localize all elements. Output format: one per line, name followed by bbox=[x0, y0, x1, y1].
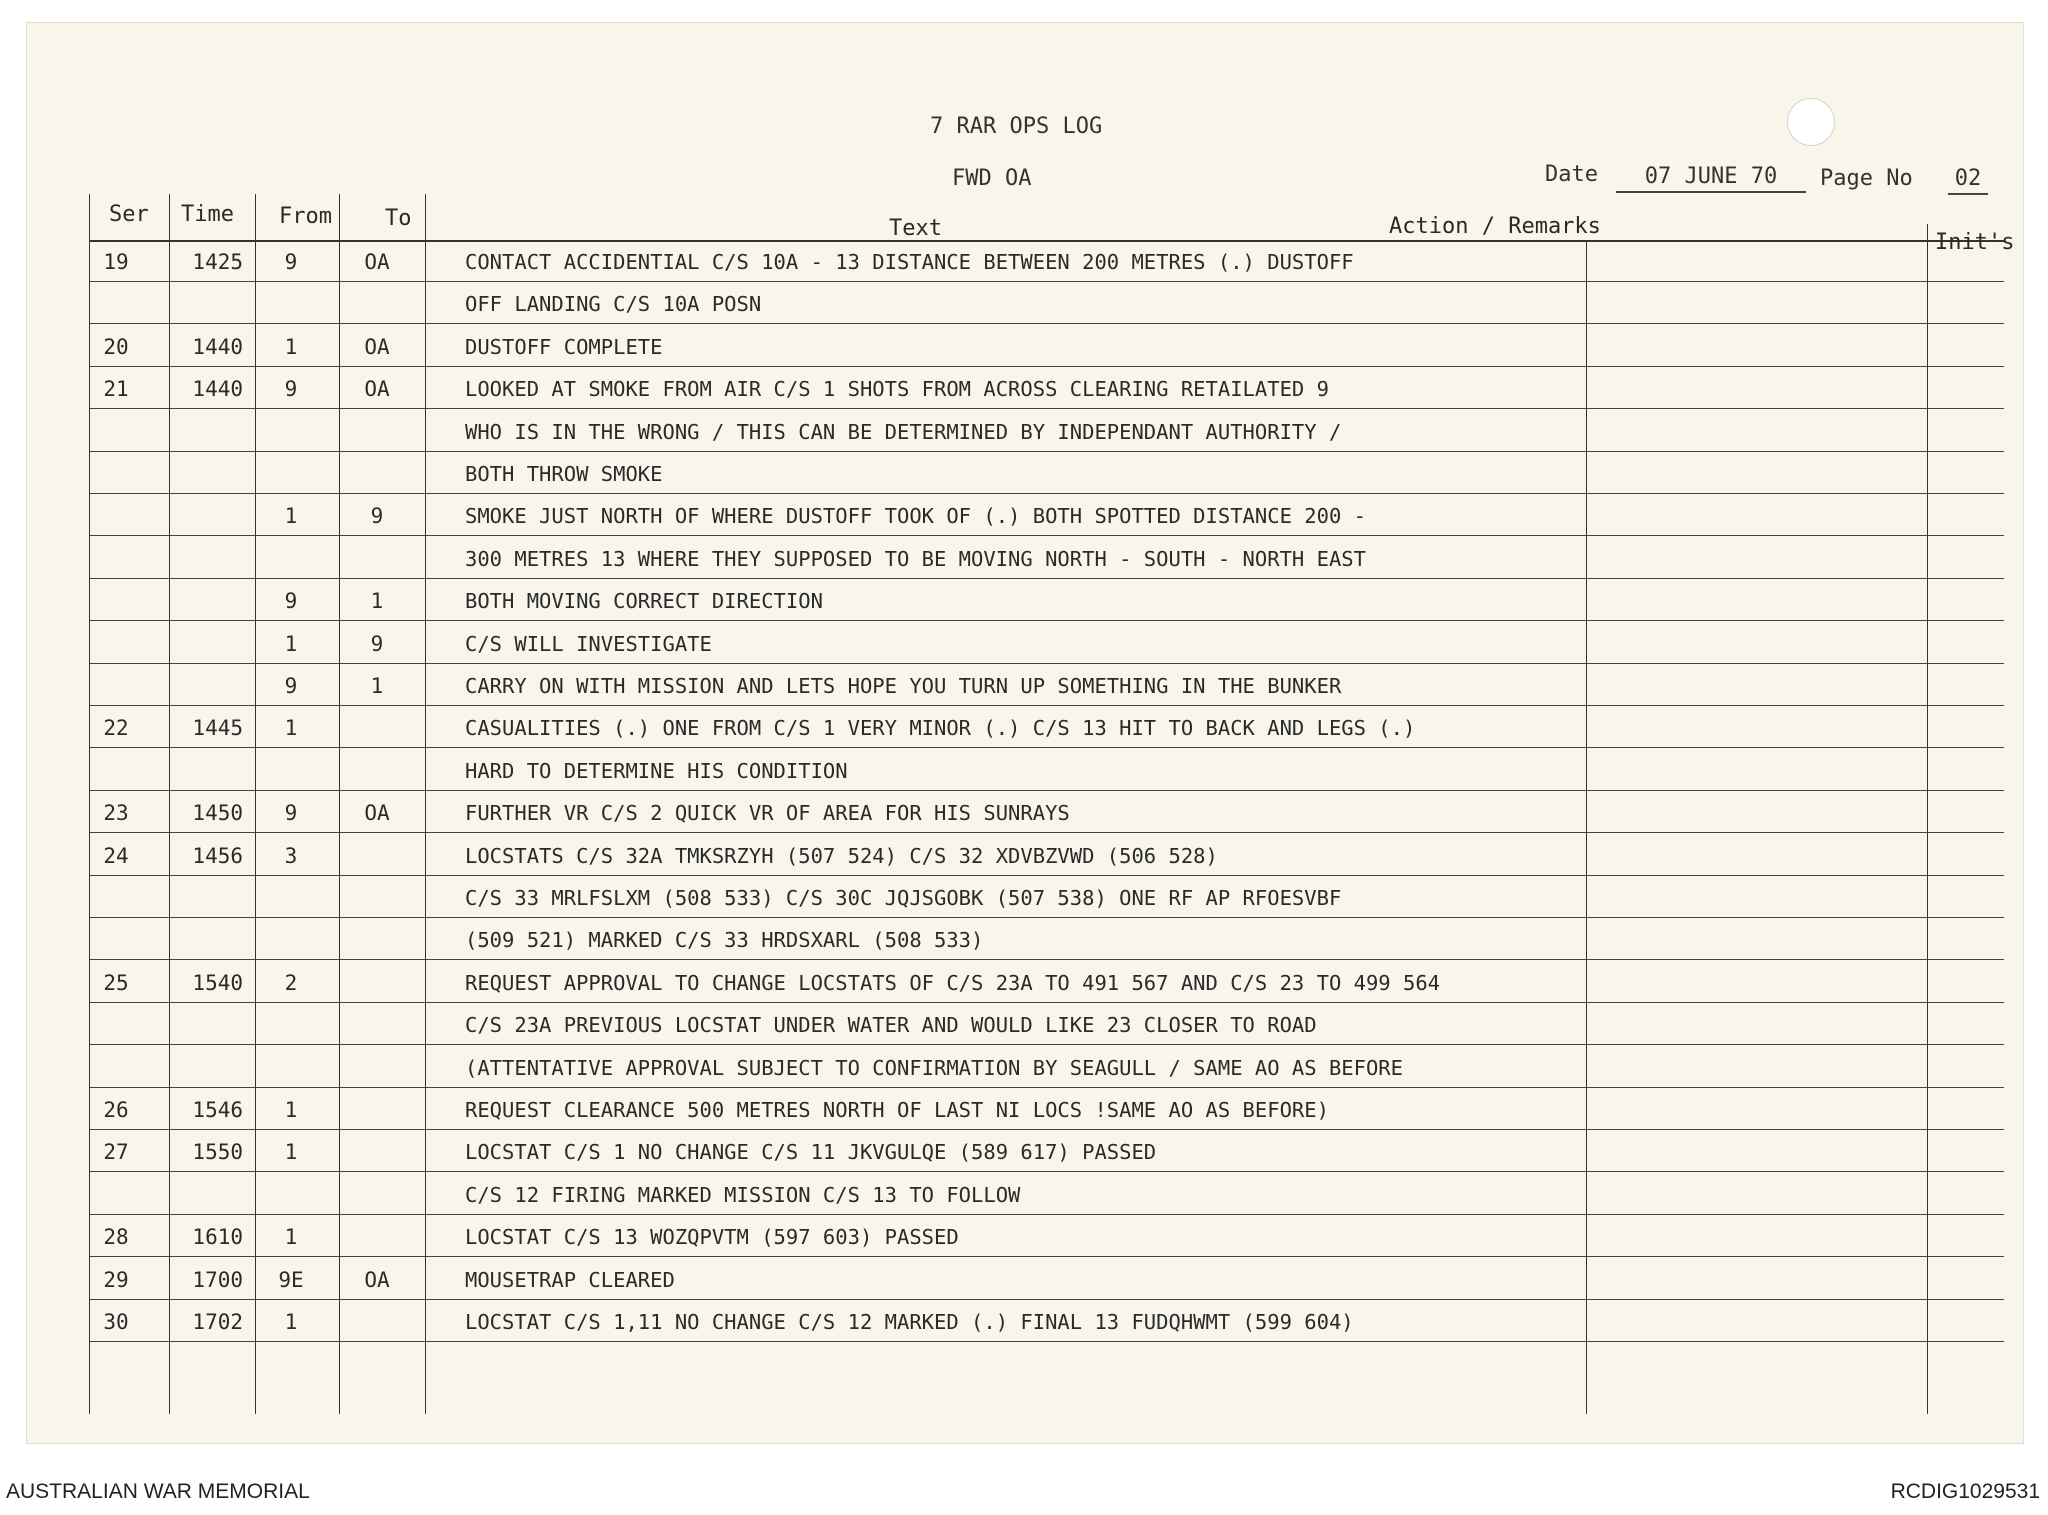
row-text: LOCSTATS C/S 32A TMKSRZYH (507 524) C/S 32 XDVBZVWD (506 528) bbox=[465, 843, 1218, 868]
row-from: 1 bbox=[284, 1225, 298, 1250]
row-time: 1700 bbox=[192, 1267, 243, 1292]
row-from: 1 bbox=[284, 1098, 298, 1122]
punch-hole bbox=[1787, 98, 1835, 146]
log-row bbox=[89, 1258, 2004, 1300]
row-from: 3 bbox=[284, 843, 298, 868]
row-from: 1 bbox=[284, 631, 298, 656]
row-to: OA bbox=[364, 334, 390, 359]
log-row bbox=[89, 410, 2004, 452]
row-text: LOCSTAT C/S 1,11 NO CHANGE C/S 12 MARKED (.) FINAL 13 FUDQHWMT (599 604) bbox=[465, 1310, 1354, 1334]
row-text: LOCSTAT C/S 1 NO CHANGE C/S 11 JKVGULQE (589 617) PASSED bbox=[465, 1140, 1157, 1165]
row-text: SMOKE JUST NORTH OF WHERE DUSTOFF TOOK OF (.) BOTH SPOTTED DISTANCE 200 - bbox=[465, 504, 1366, 529]
row-ser: 28 bbox=[103, 1225, 129, 1250]
row-to: OA bbox=[364, 801, 390, 826]
column-divider bbox=[339, 194, 340, 1414]
row-to: 9 bbox=[370, 504, 384, 529]
row-text: BOTH MOVING CORRECT DIRECTION bbox=[465, 589, 823, 614]
row-time: 1540 bbox=[192, 970, 243, 995]
row-text: C/S WILL INVESTIGATE bbox=[465, 631, 712, 656]
row-from: 2 bbox=[284, 970, 298, 995]
log-row bbox=[89, 452, 2004, 494]
row-time: 1610 bbox=[192, 1225, 243, 1250]
row-ser: 22 bbox=[103, 716, 129, 741]
row-from: 9 bbox=[284, 589, 298, 614]
log-row bbox=[89, 367, 2004, 409]
log-row bbox=[89, 749, 2004, 791]
row-text: C/S 23A PREVIOUS LOCSTAT UNDER WATER AND WOULD LIKE 23 CLOSER TO ROAD bbox=[465, 1013, 1317, 1038]
row-ser: 20 bbox=[103, 334, 129, 359]
log-row bbox=[89, 1130, 2004, 1172]
log-row bbox=[89, 834, 2004, 876]
row-time: 1450 bbox=[192, 801, 243, 826]
log-row bbox=[89, 1046, 2004, 1088]
log-row bbox=[89, 1003, 2004, 1045]
row-ser: 24 bbox=[103, 843, 129, 868]
row-text: DUSTOFF COMPLETE bbox=[465, 334, 663, 359]
log-title: 7 RAR OPS LOG bbox=[930, 114, 1103, 139]
log-row bbox=[89, 282, 2004, 324]
log-row bbox=[89, 706, 2004, 748]
row-time: 1440 bbox=[192, 334, 243, 359]
log-row bbox=[89, 1088, 2004, 1130]
row-text: (509 521) MARKED C/S 33 HRDSXARL (508 533) bbox=[465, 928, 984, 953]
row-text: CASUALITIES (.) ONE FROM C/S 1 VERY MINOR (.) C/S 13 HIT TO BACK AND LEGS (.) bbox=[465, 716, 1416, 741]
row-from: 1 bbox=[284, 504, 298, 529]
page-label: Page No bbox=[1820, 166, 1913, 191]
row-ser: 29 bbox=[103, 1267, 129, 1292]
date-label: Date bbox=[1545, 162, 1598, 187]
row-ser: 23 bbox=[103, 801, 129, 826]
col-from-header: From bbox=[279, 204, 332, 229]
log-row bbox=[89, 579, 2004, 621]
row-text: REQUEST CLEARANCE 500 METRES NORTH OF LAST NI LOCS !SAME AO AS BEFORE) bbox=[465, 1098, 1329, 1122]
log-row bbox=[89, 791, 2004, 833]
row-from: 9 bbox=[284, 377, 298, 402]
log-row bbox=[89, 537, 2004, 579]
row-ser: 27 bbox=[103, 1140, 129, 1165]
row-to: 1 bbox=[370, 674, 384, 698]
row-text: LOCSTAT C/S 13 WOZQPVTM (597 603) PASSED bbox=[465, 1225, 959, 1250]
row-ser: 26 bbox=[103, 1098, 129, 1122]
row-ser: 19 bbox=[103, 250, 129, 274]
row-time: 1440 bbox=[192, 377, 243, 402]
page-value: 02 bbox=[1948, 166, 1988, 195]
row-to: OA bbox=[364, 250, 390, 274]
row-text: (ATTENTATIVE APPROVAL SUBJECT TO CONFIRMATION BY SEAGULL / SAME AO AS BEFORE bbox=[465, 1055, 1403, 1080]
row-text: BOTH THROW SMOKE bbox=[465, 462, 663, 486]
log-row bbox=[89, 1173, 2004, 1215]
log-row bbox=[89, 1215, 2004, 1257]
row-to: 9 bbox=[370, 631, 384, 656]
row-text: FURTHER VR C/S 2 QUICK VR OF AREA FOR HIS SUNRAYS bbox=[465, 801, 1070, 826]
date-value: 07 JUNE 70 bbox=[1616, 164, 1806, 193]
row-text: WHO IS IN THE WRONG / THIS CAN BE DETERMINED BY INDEPENDANT AUTHORITY / bbox=[465, 419, 1342, 444]
row-text: CONTACT ACCIDENTIAL C/S 10A - 13 DISTANCE BETWEEN 200 METRES (.) DUSTOFF bbox=[465, 250, 1354, 274]
col-to-header: To bbox=[385, 206, 412, 231]
row-from: 1 bbox=[284, 716, 298, 741]
row-text: HARD TO DETERMINE HIS CONDITION bbox=[465, 758, 848, 783]
row-from: 9 bbox=[284, 250, 298, 274]
column-divider bbox=[1586, 240, 1587, 1414]
column-divider bbox=[255, 194, 256, 1414]
log-row bbox=[89, 664, 2004, 706]
row-from: 1 bbox=[284, 334, 298, 359]
row-time: 1550 bbox=[192, 1140, 243, 1165]
row-to: OA bbox=[364, 377, 390, 402]
column-divider bbox=[1927, 224, 1928, 1414]
row-text: C/S 12 FIRING MARKED MISSION C/S 13 TO FOLLOW bbox=[465, 1182, 1021, 1207]
column-divider bbox=[169, 194, 170, 1414]
footer-id: RCDIG1029531 bbox=[1890, 1480, 2040, 1503]
row-ser: 21 bbox=[103, 377, 129, 402]
row-to: 1 bbox=[370, 589, 384, 614]
col-ser-header: Ser bbox=[109, 202, 149, 227]
row-time: 1702 bbox=[192, 1310, 243, 1334]
row-time: 1546 bbox=[192, 1098, 243, 1122]
row-from: 9 bbox=[284, 801, 298, 826]
log-row bbox=[89, 494, 2004, 536]
log-row bbox=[89, 876, 2004, 918]
column-divider bbox=[425, 194, 426, 1414]
row-from: 9E bbox=[278, 1267, 304, 1292]
row-text: CARRY ON WITH MISSION AND LETS HOPE YOU TURN UP SOMETHING IN THE BUNKER bbox=[465, 674, 1342, 698]
log-row bbox=[89, 1300, 2004, 1342]
row-from: 9 bbox=[284, 674, 298, 698]
row-text: C/S 33 MRLFSLXM (508 533) C/S 30C JQJSGOBK (507 538) ONE RF AP RFOESVBF bbox=[465, 886, 1342, 910]
log-subtitle: FWD OA bbox=[952, 166, 1032, 191]
col-action-header: Action / Remarks bbox=[1389, 214, 1601, 239]
column-headers bbox=[89, 194, 2015, 255]
col-text-header: Text bbox=[889, 216, 942, 241]
log-row bbox=[89, 918, 2004, 960]
log-row bbox=[89, 325, 2004, 367]
row-ser: 25 bbox=[103, 970, 129, 995]
row-time: 1445 bbox=[192, 716, 243, 741]
row-from: 1 bbox=[284, 1310, 298, 1334]
col-time-header: Time bbox=[181, 202, 234, 227]
row-time: 1425 bbox=[192, 250, 243, 274]
row-from: 1 bbox=[284, 1140, 298, 1165]
log-row bbox=[89, 240, 2004, 282]
row-text: OFF LANDING C/S 10A POSN bbox=[465, 292, 762, 317]
log-row bbox=[89, 961, 2004, 1003]
row-ser: 30 bbox=[103, 1310, 129, 1334]
row-to: OA bbox=[364, 1267, 390, 1292]
log-row bbox=[89, 622, 2004, 664]
row-text: REQUEST APPROVAL TO CHANGE LOCSTATS OF C/S 23A TO 491 567 AND C/S 23 TO 499 564 bbox=[465, 970, 1441, 995]
col-inits-header: Init's bbox=[1935, 230, 2015, 255]
row-time: 1456 bbox=[192, 843, 243, 868]
row-text: LOOKED AT SMOKE FROM AIR C/S 1 SHOTS FROM ACROSS CLEARING RETAILATED 9 bbox=[465, 377, 1329, 402]
row-text: MOUSETRAP CLEARED bbox=[465, 1267, 675, 1292]
column-divider bbox=[89, 194, 90, 1414]
footer-source: AUSTRALIAN WAR MEMORIAL bbox=[6, 1480, 310, 1503]
row-text: 300 METRES 13 WHERE THEY SUPPOSED TO BE MOVING NORTH - SOUTH - NORTH EAST bbox=[465, 546, 1366, 571]
